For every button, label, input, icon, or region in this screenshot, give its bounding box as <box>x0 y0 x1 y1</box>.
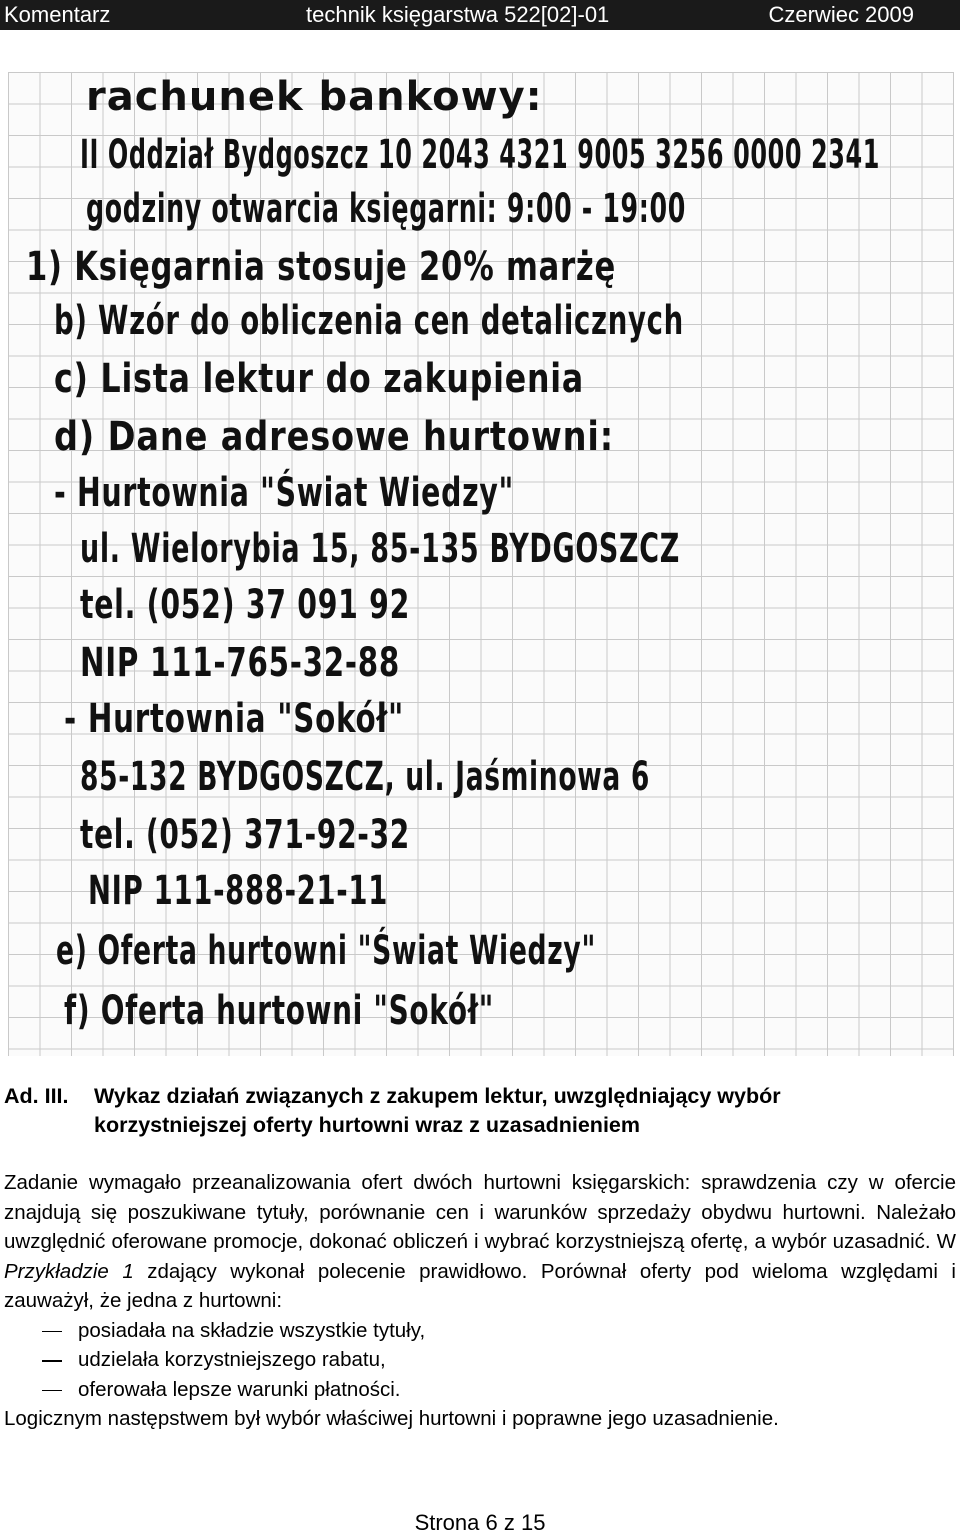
hw-line-14: tel. (052) 371-92-32 <box>80 812 410 858</box>
list-item <box>4 1345 956 1375</box>
list-item-text: udzielała korzystniejszego rabatu, <box>78 1348 386 1371</box>
hw-line-15: NIP 111-888-21-11 <box>88 868 388 914</box>
dash-bullet-icon <box>42 1390 62 1392</box>
section-label: Ad. III. <box>4 1084 69 1108</box>
hw-line-10: tel. (052) 37 091 92 <box>80 582 410 628</box>
commentary-paragraph <box>4 1168 956 1316</box>
hw-line-9: ul. Wielorybia 15, 85-135 BYDGOSZCZ <box>80 526 680 572</box>
hw-line-5: b) Wzór do obliczenia cen detalicznych <box>54 298 684 344</box>
hw-line-4: 1) Księgarnia stosuje 20% marżę <box>26 244 616 290</box>
observation-list <box>4 1316 956 1405</box>
hw-line-8: - Hurtownia "Świat Wiedzy" <box>54 470 704 516</box>
list-item-text: posiadała na składzie wszystkie tytuły, <box>78 1318 426 1342</box>
handwriting-canvas <box>8 72 954 1056</box>
header-subject: technik księgarstwa 522[02]-01 <box>306 2 610 27</box>
hw-line-2: II Oddział Bydgoszcz 10 2043 4321 9005 3256 0000 2341 <box>80 132 880 178</box>
header-doc-type: Komentarz <box>4 2 111 27</box>
hw-line-17: f) Oferta hurtowni "Sokół" <box>64 988 494 1034</box>
hw-line-12: - Hurtownia "Sokół" <box>64 696 404 742</box>
dash-bullet-icon <box>42 1360 62 1362</box>
section-title-line1: Wykaz działań związanych z zakupem lektur, uwzględniający wybór <box>94 1084 781 1108</box>
hw-line-11: NIP 111-765-32-88 <box>80 640 400 686</box>
page-header <box>0 0 960 30</box>
list-item <box>4 1316 956 1346</box>
list-item-text: oferowała lepsze warunki płatności. <box>78 1377 401 1401</box>
hw-line-13: 85-132 BYDGOSZCZ, ul. Jaśminowa 6 <box>80 754 650 800</box>
list-item <box>4 1375 956 1405</box>
hw-line-16: e) Oferta hurtowni "Świat Wiedzy" <box>56 928 868 974</box>
header-date: Czerwiec 2009 <box>768 2 914 27</box>
section-title-line2: korzystniejszej oferty hurtowni wraz z uzasadnieniem <box>94 1113 640 1137</box>
page-number: Strona 6 z 15 <box>414 1510 546 1535</box>
hw-line-7: d) Dane adresowe hurtowni: <box>54 414 614 460</box>
commentary-body <box>4 1168 956 1434</box>
hw-line-3: godziny otwarcia księgarni: 9:00 - 19:00 <box>86 186 686 232</box>
handwritten-scan <box>8 72 954 1056</box>
paragraph-text-b: zdający wykonał polecenie prawidłowo. Porównał oferty pod wieloma względami i zauważył, że jedna z hurtowni: <box>4 1259 956 1312</box>
conclusion-text: Logicznym następstwem był wybór właściwej hurtowni i poprawne jego uzasadnienie. <box>4 1407 779 1430</box>
hw-line-6: c) Lista lektur do zakupienia <box>54 356 584 402</box>
paragraph-text-a: Zadanie wymagało przeanalizowania ofert dwóch hurtowni księgarskich: sprawdzenia czy w ofercie znajdują się poszukiwane tytuły, porównanie cen i warunków sprzedaży obydwu hurtowni. Należało uwzględnić oferowane promocje, dokonać obliczeń i wybrać korzystniejszą ofertę, a wybór uzasadnić. W <box>4 1171 956 1253</box>
hw-line-1: rachunek bankowy: <box>86 74 543 120</box>
dash-bullet-icon <box>42 1331 62 1333</box>
example-reference: Przykładzie 1 <box>4 1259 134 1283</box>
section-title <box>4 1082 956 1140</box>
